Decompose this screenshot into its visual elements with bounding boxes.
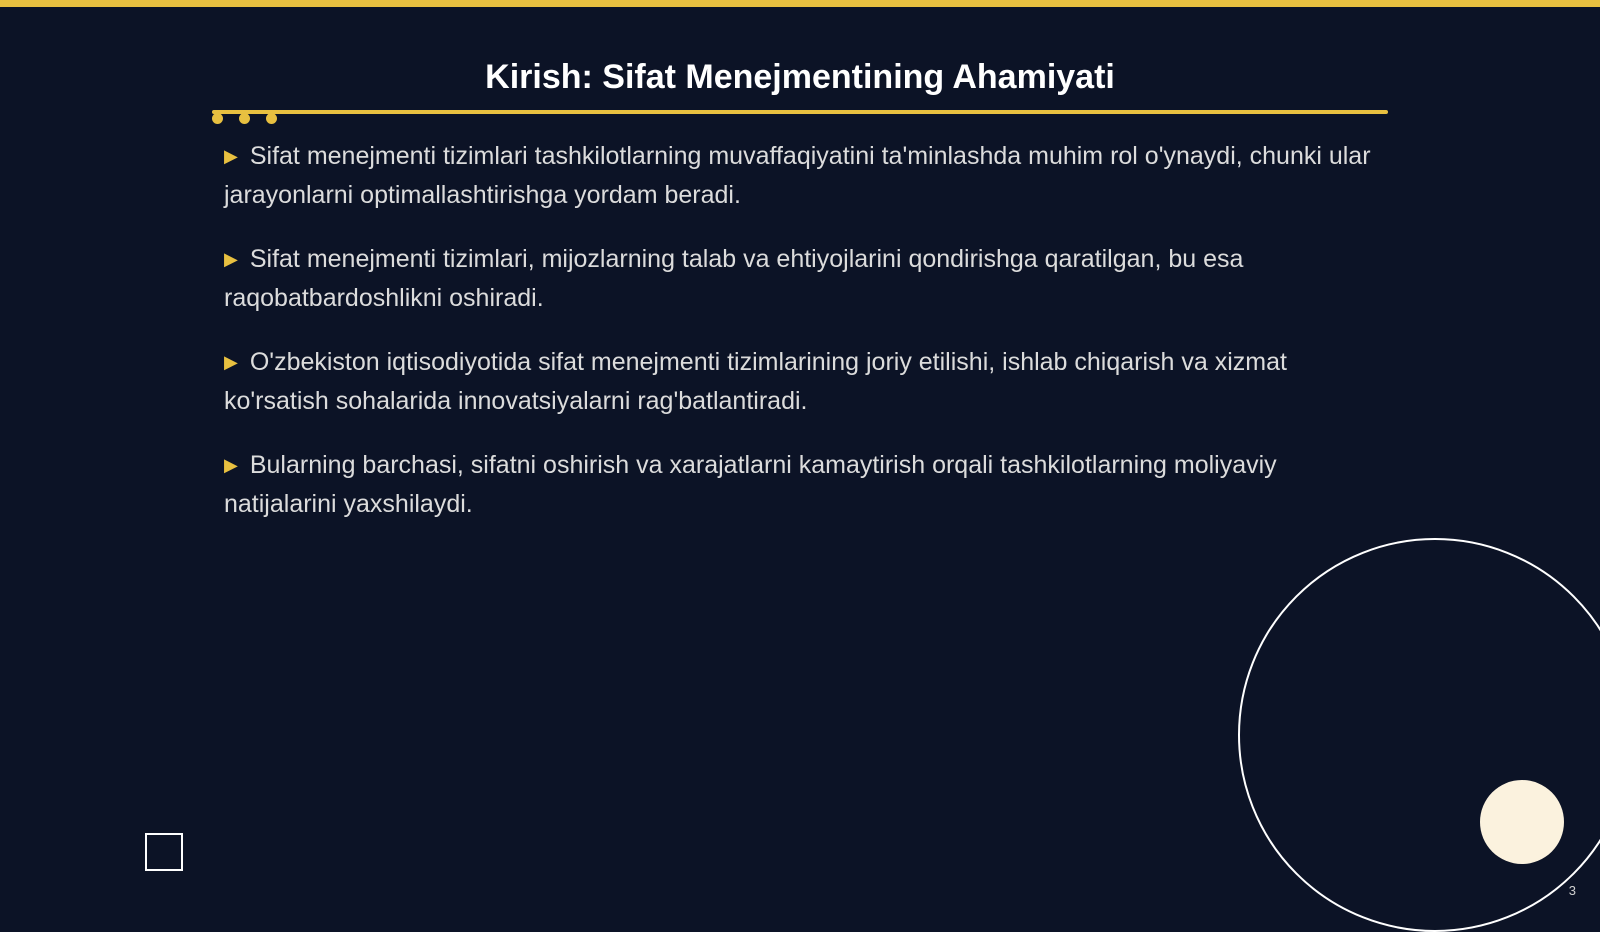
bullet-text: Sifat menejmenti tizimlari tashkilotlarning muvaffaqiyatini ta'minlashda muhim rol o'ynaydi, chunki ular jarayonlarni optimallashtirishga yordam beradi. <box>224 142 1371 209</box>
bullet-arrow-icon: ▶ <box>224 455 238 475</box>
decorative-circle-outline <box>1238 538 1600 932</box>
bullet-text: Bularning barchasi, sifatni oshirish va xarajatlarni kamaytirish orqali tashkilotlarning moliyaviy natijalarini yaxshilaydi. <box>224 451 1277 518</box>
bullet-item <box>224 138 1384 214</box>
bullet-item <box>224 241 1384 317</box>
bullet-text: O'zbekiston iqtisodiyotida sifat menejmenti tizimlarining joriy etilishi, ishlab chiqarish va xizmat ko'rsatish sohalarida innovatsiyalarni rag'batlantiradi. <box>224 348 1287 415</box>
accent-dot <box>212 113 223 124</box>
bullet-text: Sifat menejmenti tizimlari, mijozlarning talab va ehtiyojlarini qondirishga qaratilgan, bu esa raqobatbardoshlikni oshiradi. <box>224 245 1244 312</box>
top-accent-bar <box>0 0 1600 7</box>
accent-dot <box>266 113 277 124</box>
bullet-item <box>224 344 1384 420</box>
bullet-list <box>224 138 1384 550</box>
decorative-circle-filled <box>1480 780 1564 864</box>
decorative-square <box>145 833 183 871</box>
page-number: 3 <box>1568 883 1576 898</box>
bullet-arrow-icon: ▶ <box>224 146 238 166</box>
accent-dot <box>239 113 250 124</box>
slide-title: Kirish: Sifat Menejmentining Ahamiyati <box>485 58 1115 96</box>
bullet-arrow-icon: ▶ <box>224 249 238 269</box>
bullet-arrow-icon: ▶ <box>224 352 238 372</box>
bullet-item <box>224 447 1384 523</box>
title-underline <box>212 110 1388 114</box>
